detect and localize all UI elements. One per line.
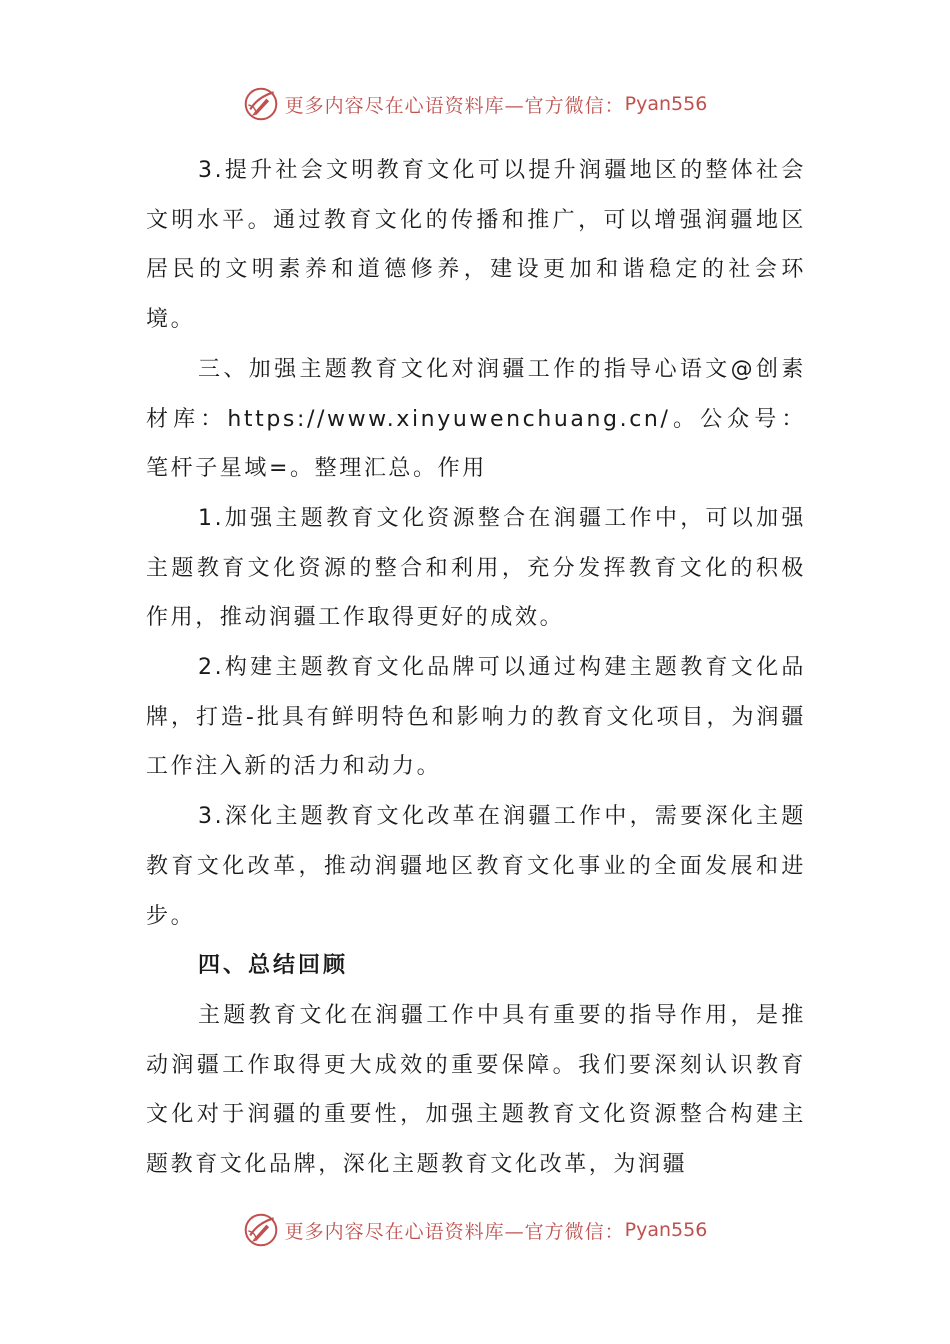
pen-logo-icon — [243, 1212, 279, 1248]
watermark-text: 更多内容尽在心语资料库—官方微信： — [284, 94, 625, 117]
paragraph: 2.构建主题教育文化品牌可以通过构建主题教育文化品牌，打造-批具有鲜明特色和影响力的教育文化项目，为润疆工作注入新的活力和动力。 — [146, 655, 806, 780]
section-heading: 四、总结回顾 — [198, 953, 349, 979]
section-heading-paragraph: 三、加强主题教育文化对润疆工作的指导心语文@创素材库：https://www.xinyuwenchuang.cn/。公众号：笔杆子星域=。整理汇总。作用 — [146, 356, 806, 482]
watermark-wechat-id: Pyan556 — [624, 1219, 708, 1241]
paragraph: 主题教育文化在润疆工作中具有重要的指导作用，是推动润疆工作取得更大成效的重要保障。我们要深刻认识教育文化对于润疆的重要性，加强主题教育文化资源整合构建主题教育文化品牌，深化主题教育文化改革，为润疆 — [146, 1002, 806, 1178]
paragraph: 1.加强主题教育文化资源整合在润疆工作中，可以加强主题教育文化资源的整合和利用，充分发挥教育文化的积极作用，推动润疆工作取得更好的成效。 — [146, 505, 806, 631]
document-body — [146, 146, 806, 1190]
paragraph: 3.深化主题教育文化改革在润疆工作中，需要深化主题教育文化改革，推动润疆地区教育文化事业的全面发展和进步。 — [146, 804, 806, 929]
watermark-text: 更多内容尽在心语资料库—官方微信： — [284, 1220, 625, 1243]
watermark-wechat-id: Pyan556 — [624, 93, 708, 115]
paragraph: 3.提升社会文明教育文化可以提升润疆地区的整体社会文明水平。通过教育文化的传播和推广，可以增强润疆地区居民的文明素养和道德修养，建设更加和谐稳定的社会环境。 — [146, 158, 806, 333]
footer-watermark — [0, 1210, 950, 1250]
pen-logo-icon — [243, 86, 279, 122]
header-watermark — [0, 84, 950, 124]
